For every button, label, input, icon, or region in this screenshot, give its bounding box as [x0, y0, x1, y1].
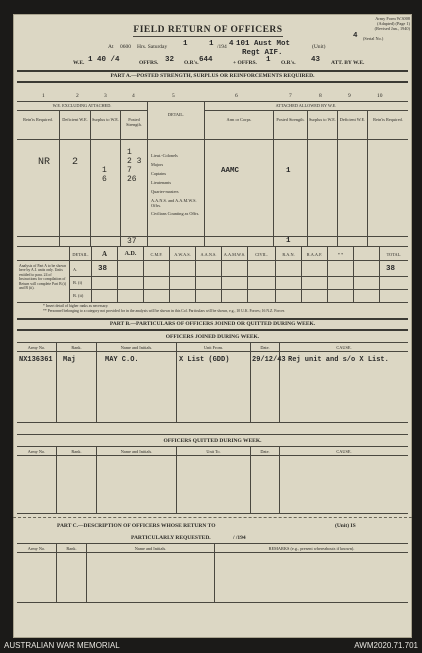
ana-row-b1: B. (i)	[73, 280, 83, 285]
ors-label: O.R's.	[184, 60, 199, 66]
serial-value: 4	[353, 32, 358, 40]
joined-hdr-army-no: Army No.	[27, 345, 46, 350]
part-b-heading: PART B.—PARTICULARS OF OFFICERS JOINED OR QUITTED DURING WEEK.	[109, 321, 316, 327]
attached-allowed-header: ATTACHED ALLOWED BY W.E.	[275, 103, 337, 108]
hw-reinf: NR	[38, 157, 51, 168]
hrs-label: Hrs. Saturday	[137, 44, 168, 50]
hw-total-posted: 37	[127, 237, 137, 246]
offrs-label: OFFRS.	[139, 60, 159, 66]
rank-captains: Captains	[151, 171, 167, 176]
col-num-4: 4	[132, 93, 135, 99]
hdr-posted: Posted Strength.	[126, 117, 142, 127]
quitted-hdr-unit: Unit To.	[206, 449, 221, 454]
hdr-arm-corps: Arm or Corps.	[226, 117, 252, 122]
ana-col-ran: R.A.N.	[282, 252, 295, 257]
joined-unit: X List (GDD)	[179, 356, 230, 364]
joined-hdr-rank: Rank.	[71, 345, 82, 350]
analysis-instructions: Analysis of Part A to be shown here by A.I. units only. Units entitled to para. 24 of Instructions for compilation of Return will complete Part B (i) and B (ii).	[19, 264, 67, 291]
quitted-hdr-rank: Rank.	[71, 449, 82, 454]
col-num-1: 1	[42, 93, 45, 99]
joined-cause: Rej unit and s/o X List.	[288, 356, 389, 364]
ana-col-raaf: R.A.A.F.	[306, 252, 323, 257]
hw-att-total: 1	[286, 237, 291, 245]
plus-ors-value: 43	[311, 56, 321, 64]
at-label: At	[108, 44, 114, 50]
hw-posted-3: 7	[127, 166, 132, 175]
hw-posted-1: 1	[127, 148, 132, 157]
footer-archive: AUSTRALIAN WAR MEMORIAL	[4, 641, 120, 650]
rank-majors: Majors	[151, 162, 164, 167]
serial-label: (Serial No.)	[363, 36, 384, 41]
col-num-9: 9	[348, 93, 351, 99]
ana-col-aans: A.A.N.S.	[200, 252, 217, 257]
ana-col-cmf: C.M.F.	[150, 252, 163, 257]
ana-col-civil: CIVIL.	[255, 252, 268, 257]
hw-posted-4: 26	[127, 175, 137, 184]
col-num-5: 5	[172, 93, 175, 99]
hw-deficient: 2	[72, 157, 79, 168]
part-a-heading: PART A.—POSTED STRENGTH, SURPLUS OR REINFORCEMENTS REQUIRED.	[110, 73, 315, 79]
hdr-reinf-required: Rein'ts Required.	[23, 117, 53, 122]
hdr-deficient: Deficient W.E.	[62, 117, 88, 122]
plus-ors-label: O.R's.	[281, 60, 296, 66]
part-c-date: / /194	[233, 535, 246, 541]
form-number: Army Form W.3008	[375, 16, 410, 21]
hdr-detail: DETAIL.	[167, 112, 185, 117]
ana-col-awas: A.W.A.S.	[174, 252, 191, 257]
quitted-hdr-date: Date.	[260, 449, 270, 454]
time-value: 0600	[120, 44, 131, 50]
rank-lt-col: Lieut.-Colonels	[151, 153, 178, 158]
rank-civilians: Civilians Counting as Offrs.	[151, 211, 200, 216]
joined-army-no: NX136361	[19, 356, 53, 364]
part-c-hdr-remarks: REMARKS (e.g., present whereabouts if known).	[268, 546, 355, 551]
quitted-hdr-cause: CAUSE.	[336, 449, 352, 454]
footnote-2: ** Personnel belonging to a category not provided for in the analysis will be shown in this Col. Particulars will be shown, e.g., 10 U.K. Forces; 16 N.Z. Forces	[43, 309, 285, 313]
col-num-10: 10	[377, 93, 383, 99]
ana-col-detail: DETAIL.	[72, 252, 89, 257]
col-num-8: 8	[319, 93, 322, 99]
rank-lieutenants: Lieutenants	[151, 180, 172, 185]
ana-col-other: * *	[337, 252, 344, 257]
col-num-7: 7	[289, 93, 292, 99]
hdr-att-deficient: Deficient W.E.	[339, 117, 366, 122]
ana-col-total: TOTAL.	[386, 252, 402, 257]
hw-analysis-total: 38	[386, 265, 396, 273]
offrs-value: 32	[165, 56, 175, 64]
joined-hdr-unit: Unit From.	[203, 345, 224, 350]
ana-row-b2: B. (ii)	[73, 293, 84, 298]
regt-value: Regt AIF.	[242, 49, 283, 57]
month-value: 1	[209, 40, 214, 48]
ana-col-ad: A.D.	[124, 251, 137, 257]
hw-surplus-1: 1	[102, 166, 107, 175]
joined-hdr-cause: CAUSE.	[336, 345, 352, 350]
joined-rank: Maj	[63, 356, 76, 364]
quitted-title: OFFICERS QUITTED DURING WEEK.	[163, 438, 262, 444]
ana-col-aamws: A.A.M.W.S.	[223, 252, 246, 257]
quitted-hdr-name: Name and Initials.	[120, 449, 153, 454]
joined-hdr-name: Name and Initials.	[120, 345, 153, 350]
col-num-2: 2	[76, 93, 79, 99]
part-c-hdr-name: Name and Initials.	[134, 546, 167, 551]
we-label: W.E.	[73, 60, 85, 66]
ana-row-a: A.	[73, 267, 78, 272]
we-excluding-attached: W.E. EXCLUDING ATTACHED.	[52, 103, 112, 108]
unit-label: (Unit)	[312, 44, 326, 50]
form-page	[13, 14, 412, 638]
part-c-heading-2: PARTICULARLY REQUESTED.	[131, 535, 211, 541]
joined-title: OFFICERS JOINED DURING WEEK.	[165, 334, 260, 340]
ors-value: 644	[199, 56, 213, 64]
form-title: FIELD RETURN OF OFFICERS	[133, 25, 283, 35]
hw-surplus-2: 6	[102, 175, 107, 184]
part-c-heading-1: PART C.—DESCRIPTION OF OFFICERS WHOSE RETURN TO	[57, 523, 216, 529]
plus-offrs-value: 1	[266, 56, 271, 64]
year-prefix: /194	[217, 44, 227, 50]
footer-accession: AWM2020.71.701	[354, 641, 418, 650]
part-c-hdr-army-no: Army No.	[27, 546, 46, 551]
col-num-6: 6	[235, 93, 238, 99]
att-by-we-label: ATT. BY W.E.	[331, 60, 365, 66]
joined-name: MAY C.O.	[105, 356, 139, 364]
ana-col-a: A	[101, 250, 108, 258]
part-c-unit-label: (Unit) IS	[335, 523, 356, 529]
hdr-att-surplus: Surplus to W.E.	[309, 117, 336, 122]
part-c-hdr-rank: Rank.	[66, 546, 77, 551]
hdr-surplus: Surplus to W.E.	[92, 117, 119, 122]
form-adapted: (Adapted) (Page 1)	[377, 21, 410, 26]
rank-aans: A.A.N.S. and A.A.M.W.S. Offrs.	[151, 198, 197, 208]
hdr-att-reinf: Rein'ts Required.	[373, 117, 403, 122]
unit-value: 101 Aust Mot	[236, 40, 291, 48]
joined-date: 29/12/43	[252, 356, 286, 364]
hw-analysis-a: 38	[98, 265, 108, 273]
hdr-att-posted: Posted Strength.	[276, 117, 305, 122]
day-value: 1	[183, 40, 188, 48]
hw-posted-2: 2 3	[127, 157, 142, 166]
hw-att-posted: 1	[286, 167, 291, 175]
form-revised: (Revised Jan., 1940)	[374, 26, 410, 31]
quitted-hdr-army-no: Army No.	[27, 449, 46, 454]
footnote-1: * Insert detail of higher ranks as necessary.	[43, 304, 109, 308]
col-num-3: 3	[104, 93, 107, 99]
hw-arm-corps: AAMC	[221, 167, 240, 175]
joined-hdr-date: Date.	[260, 345, 270, 350]
we-value: 1 40 /4	[88, 56, 120, 64]
year-digit: 4	[229, 40, 234, 48]
rank-qm: Quarter-masters	[151, 189, 179, 194]
plus-offrs-label: + OFFRS.	[233, 60, 257, 66]
